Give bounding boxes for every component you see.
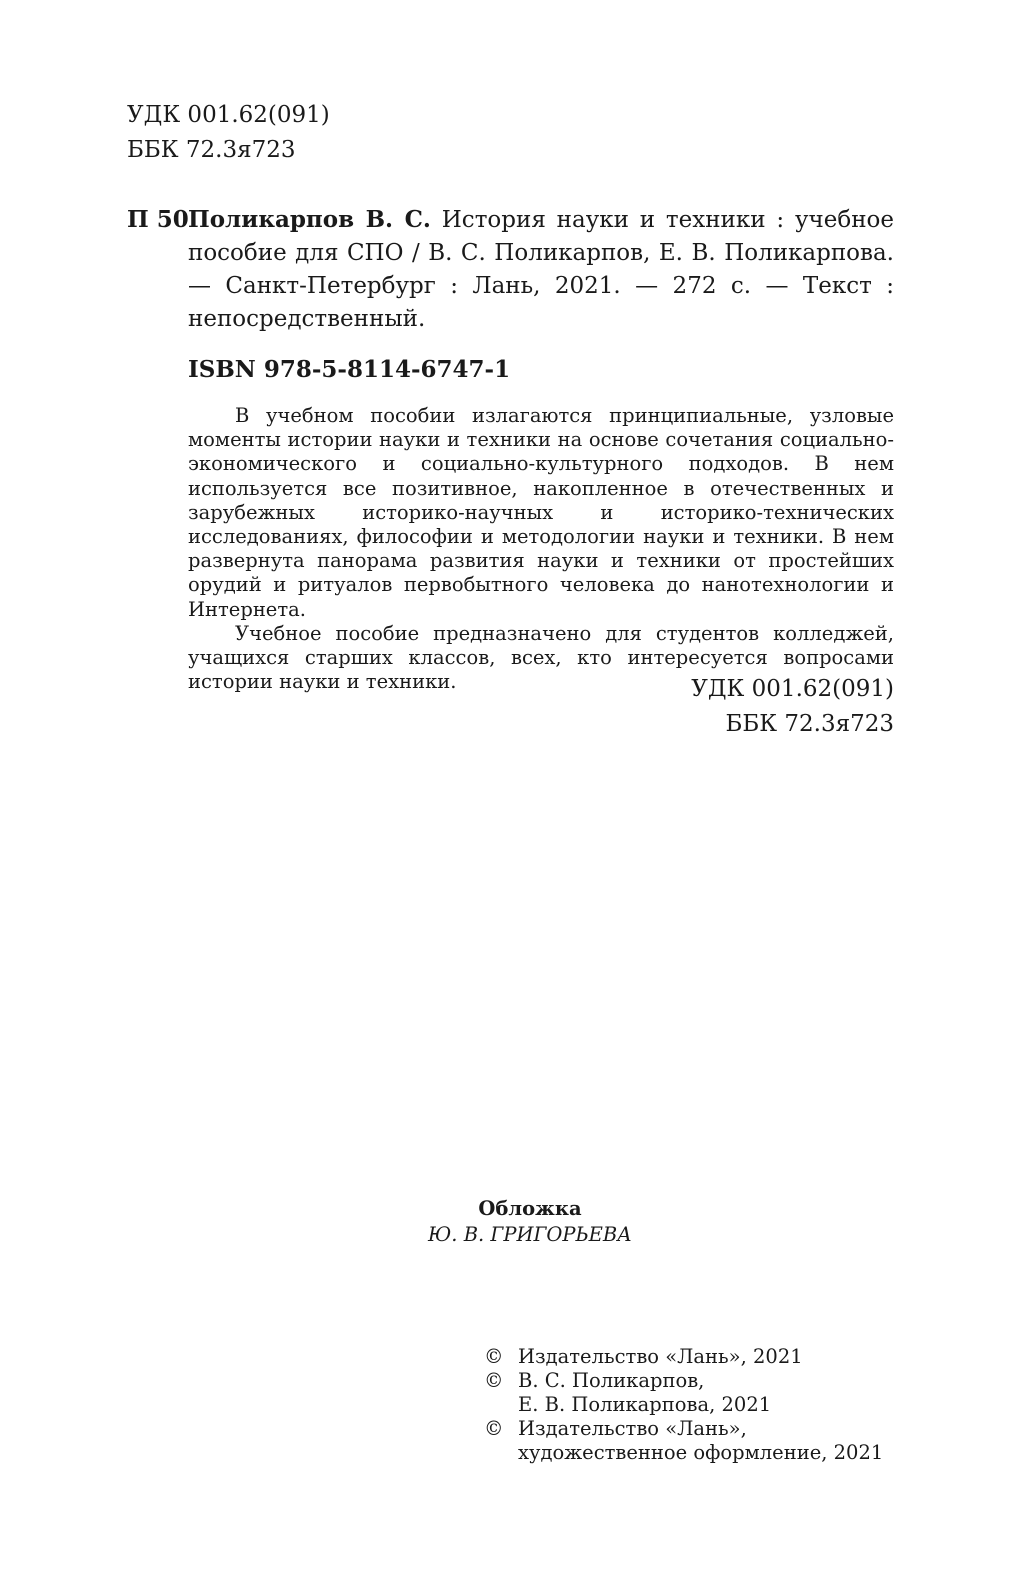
copyright-symbol: © xyxy=(484,1369,504,1392)
copyright-notice xyxy=(484,1417,883,1465)
copyright-line: Е. В. Поликарпова, 2021 xyxy=(518,1393,772,1416)
classification-codes-top xyxy=(127,98,330,168)
author-mark: П 50 xyxy=(127,206,189,233)
udk-code: УДК 001.62(091) xyxy=(127,102,330,128)
cover-credit xyxy=(380,1196,680,1248)
copyright-line: Издательство «Лань», 2021 xyxy=(518,1345,803,1368)
copyright-line: В. С. Поликарпов, xyxy=(518,1369,705,1392)
bbk-code: ББК 72.3я723 xyxy=(127,137,296,163)
copyright-symbol: © xyxy=(484,1345,504,1368)
catalog-description: История науки и техники : учебное пособие для СПО / В. С. Поликарпов, Е. В. Поликарпова. — Санкт-Петербург : Лань, 2021. — 272 с. — Текст : непосредственный. xyxy=(188,207,894,332)
copyright-line: Издательство «Лань», xyxy=(518,1417,747,1440)
annotation-paragraph: В учебном пособии излагаются принципиальные, узловые моменты истории науки и техники на основе сочетания социально-экономического и социально-культурного подходов. В нем используется все позитивное, накопленное в отечественных и зарубежных историко-научных и историко-технических исследованиях, философии и методологии науки и техники. В нем развернута панорама развития науки и техники от простейших орудий и ритуалов первобытного человека до нанотехнологии и Интернета. xyxy=(188,404,894,621)
isbn: ISBN 978-5-8114-6747-1 xyxy=(188,356,511,383)
bbk-code: ББК 72.3я723 xyxy=(725,711,894,737)
cover-designer-name: Ю. В. ГРИГОРЬЕВА xyxy=(428,1223,632,1246)
copyright-notices xyxy=(484,1345,883,1465)
copyright-line: художественное оформление, 2021 xyxy=(518,1441,884,1464)
udk-code: УДК 001.62(091) xyxy=(691,676,894,702)
copyright-notice xyxy=(484,1369,883,1417)
bibliographic-description xyxy=(188,203,894,336)
classification-codes-bottom xyxy=(600,672,894,742)
catalog-author: Поликарпов В. С. xyxy=(188,206,431,233)
cover-credit-label: Обложка xyxy=(478,1197,582,1220)
copyright-notice xyxy=(484,1345,883,1369)
annotation-paragraph: Учебное пособие предназначено для студентов колледжей, учащихся старших классов, всех, кто интересуется вопросами истории науки и техники. xyxy=(188,621,894,694)
copyright-symbol: © xyxy=(484,1417,504,1440)
catalog-entry xyxy=(127,203,894,336)
annotation xyxy=(188,404,894,694)
